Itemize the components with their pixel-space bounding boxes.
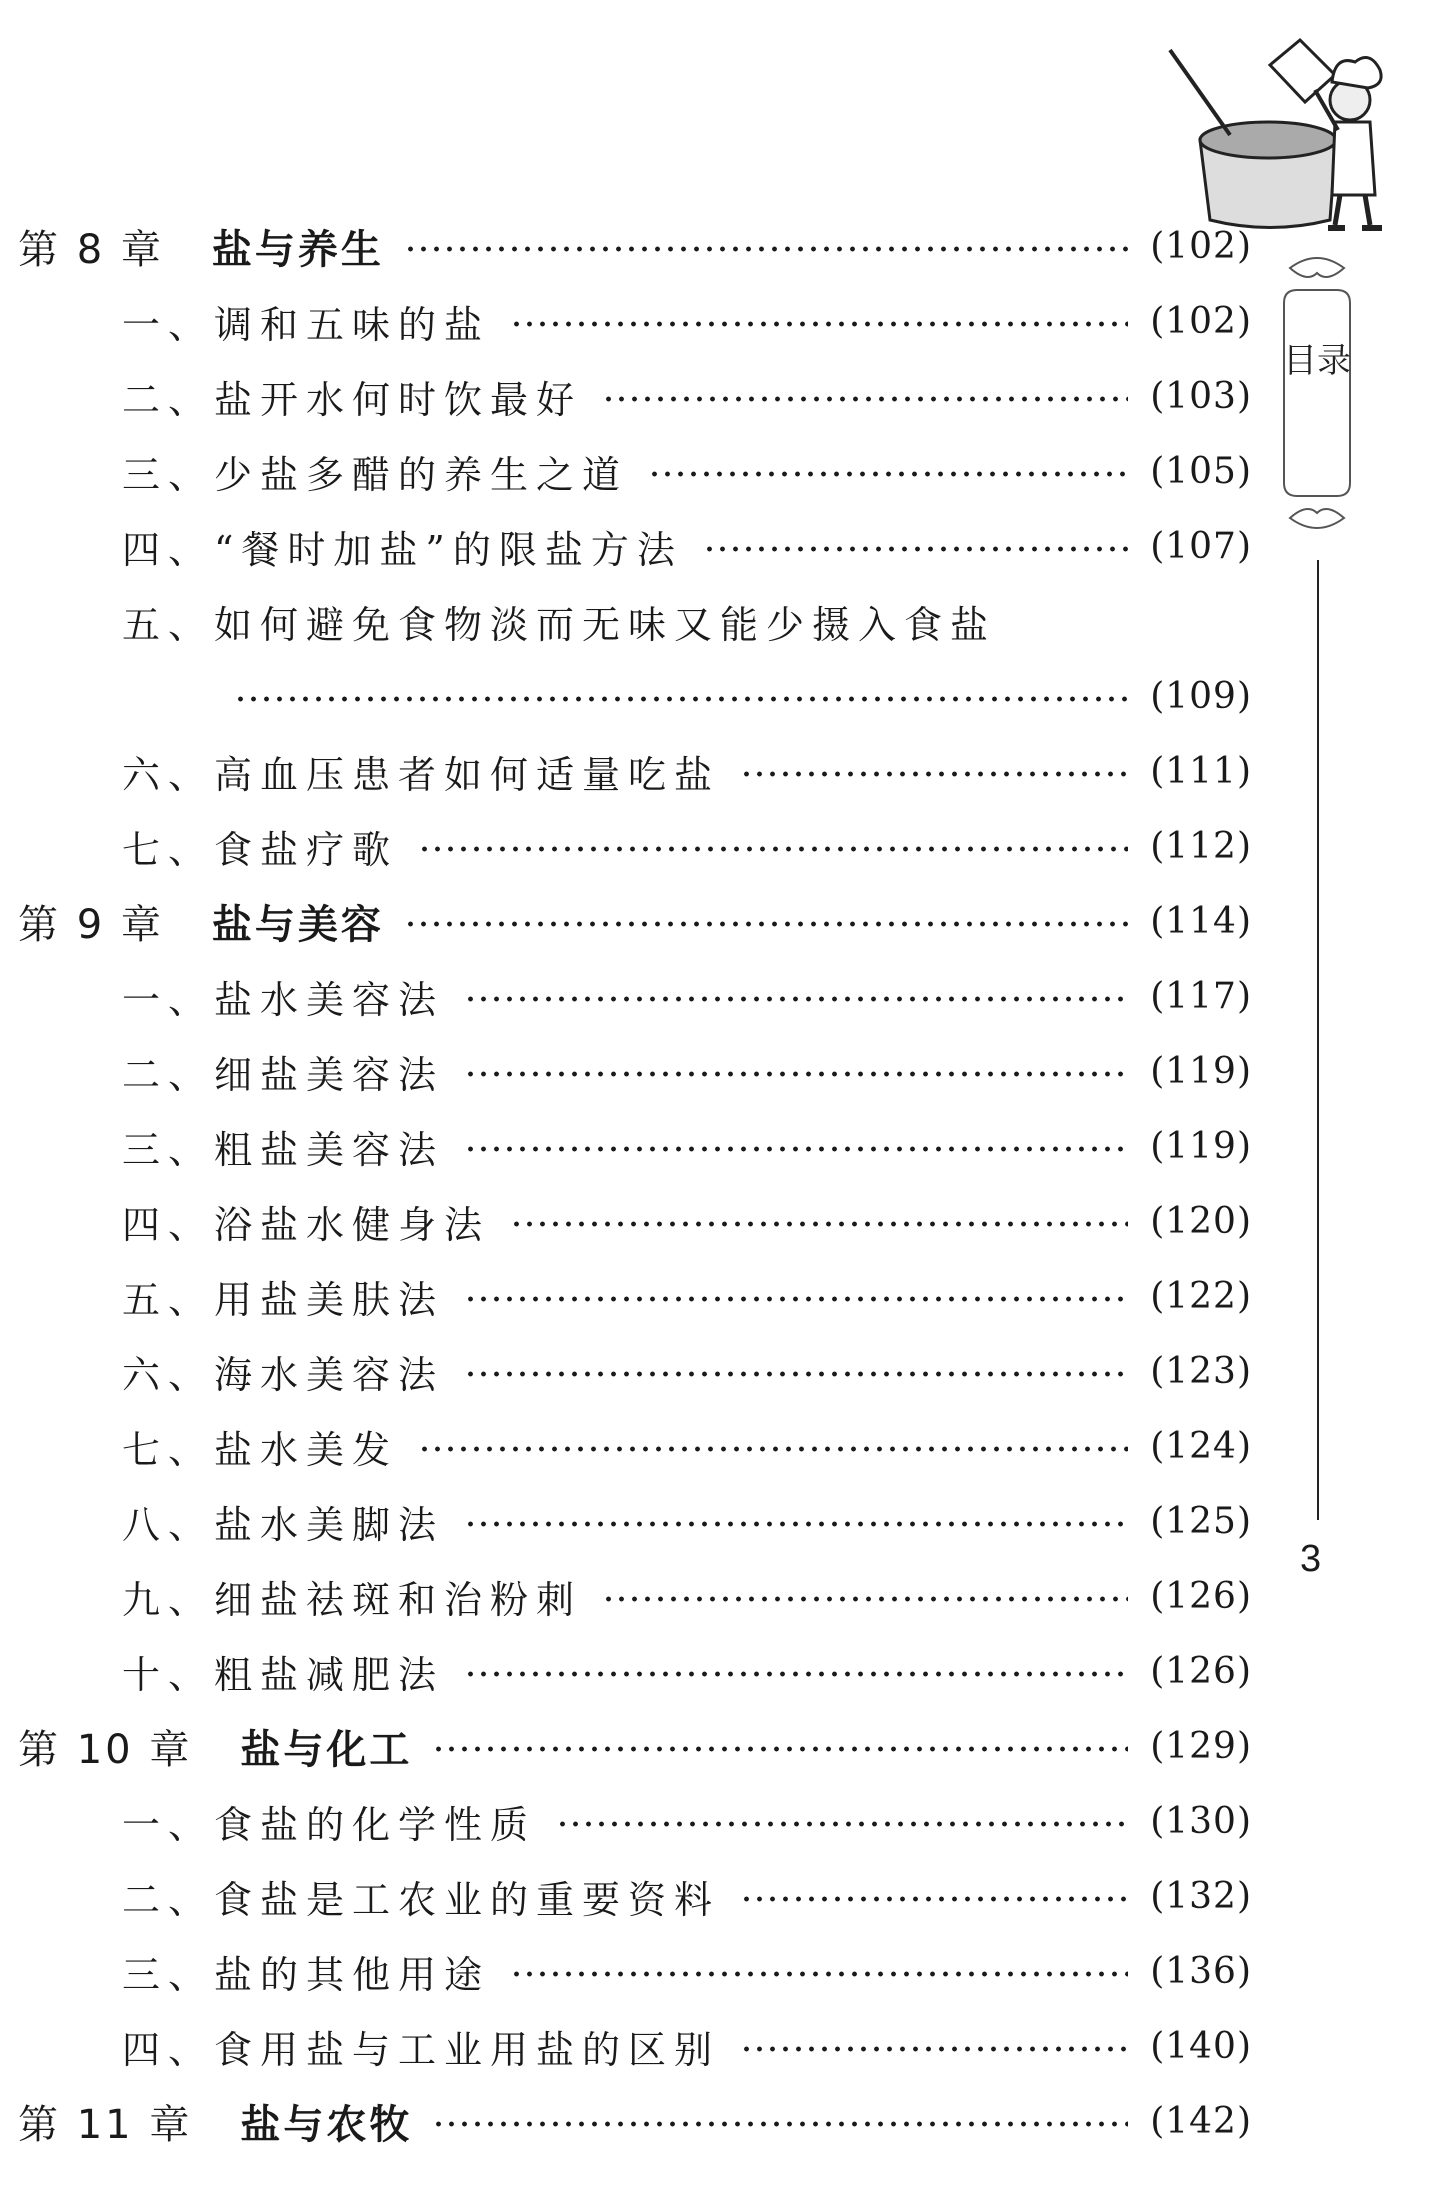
toc-entry-page: (107)	[1150, 525, 1252, 567]
toc-entry[interactable]	[122, 1041, 1252, 1101]
dot-leader	[418, 1446, 1128, 1452]
toc-entry[interactable]	[122, 741, 1252, 801]
toc-entry[interactable]	[122, 2016, 1252, 2076]
toc-entry-page: (126)	[1150, 1575, 1252, 1617]
toc-entry-page: (126)	[1150, 1650, 1252, 1692]
dot-leader	[740, 2046, 1128, 2052]
dot-leader	[602, 1596, 1128, 1602]
dot-leader	[234, 696, 1128, 702]
toc-side-tab	[1272, 248, 1362, 538]
toc-entry-title: 一、调和五味的盐	[122, 302, 491, 347]
toc-entry-title: 六、高血压患者如何适量吃盐	[122, 752, 721, 797]
toc-entry-page: (140)	[1150, 2025, 1252, 2067]
dot-leader	[648, 471, 1128, 477]
dot-leader	[464, 1146, 1128, 1152]
chapter-number: 第 10 章	[18, 1726, 193, 1773]
toc-entry-page: (132)	[1150, 1875, 1252, 1917]
toc-entry-page: (111)	[1150, 750, 1252, 792]
side-tab-label: 目录	[1283, 341, 1351, 381]
toc-entry-page: (114)	[1150, 900, 1252, 942]
dot-leader	[510, 321, 1128, 327]
toc-entry[interactable]	[122, 291, 1252, 351]
toc-entry[interactable]	[122, 591, 1252, 651]
toc-entry-page: (103)	[1150, 375, 1252, 417]
dot-leader	[602, 396, 1128, 402]
toc-entry-page: (102)	[1150, 225, 1252, 267]
toc-entry[interactable]	[122, 1491, 1252, 1551]
toc-entry-page: (122)	[1150, 1275, 1252, 1317]
toc-entry-title: 四、浴盐水健身法	[122, 1202, 491, 1247]
toc-entry-page: (124)	[1150, 1425, 1252, 1467]
toc-entry-page: (102)	[1150, 300, 1252, 342]
toc-entry[interactable]	[122, 1866, 1252, 1926]
toc-entry-page: (117)	[1150, 975, 1252, 1017]
toc-entry-title: 七、食盐疗歌	[122, 827, 399, 872]
toc-entry[interactable]	[122, 966, 1252, 1026]
dot-leader	[464, 1521, 1128, 1527]
chapter-title: 盐与化工	[240, 1726, 413, 1773]
dot-leader	[556, 1821, 1128, 1827]
dot-leader	[432, 2121, 1128, 2127]
toc-entry-title: 三、少盐多醋的养生之道	[122, 452, 629, 497]
toc-entry[interactable]	[122, 516, 1252, 576]
dot-leader	[740, 771, 1128, 777]
toc-entry-title: 二、食盐是工农业的重要资料	[122, 1877, 721, 1922]
toc-entry-continuation[interactable]	[234, 666, 1252, 726]
toc-entry[interactable]	[122, 1566, 1252, 1626]
toc-entry-page: (136)	[1150, 1950, 1252, 1992]
dot-leader	[464, 1296, 1128, 1302]
toc-entry[interactable]	[122, 1341, 1252, 1401]
toc-entry-title: 四、食用盐与工业用盐的区别	[122, 2027, 721, 2072]
toc-entry-title: 七、盐水美发	[122, 1427, 399, 1472]
toc-entry-page: (112)	[1150, 825, 1252, 867]
toc-entry[interactable]	[122, 1116, 1252, 1176]
toc-entry[interactable]	[122, 366, 1252, 426]
toc-entry-title: 一、盐水美容法	[122, 977, 445, 1022]
toc-entry[interactable]	[122, 1791, 1252, 1851]
toc-entry-title: 十、粗盐减肥法	[122, 1652, 445, 1697]
toc-entry-title: 二、细盐美容法	[122, 1052, 445, 1097]
toc-entry-page: (123)	[1150, 1350, 1252, 1392]
toc-entry-title: 九、细盐祛斑和治粉刺	[122, 1577, 583, 1622]
toc-entry[interactable]	[122, 441, 1252, 501]
toc-entry-page: (119)	[1150, 1125, 1252, 1167]
toc-chapter[interactable]	[18, 216, 1252, 276]
toc-entry-title: 二、盐开水何时饮最好	[122, 377, 583, 422]
chapter-number: 第 8 章	[18, 226, 164, 273]
chapter-title: 盐与美容	[211, 901, 384, 948]
toc-entry-page: (119)	[1150, 1050, 1252, 1092]
chapter-number: 第 11 章	[18, 2101, 193, 2148]
page-number: 3	[1300, 1538, 1322, 1580]
toc-entry-title: 三、盐的其他用途	[122, 1952, 491, 1997]
toc-entry-page: (105)	[1150, 450, 1252, 492]
toc-entry-title: 三、粗盐美容法	[122, 1127, 445, 1172]
toc-chapter[interactable]	[18, 2091, 1252, 2151]
toc-entry-page: (125)	[1150, 1500, 1252, 1542]
toc-entry[interactable]	[122, 1191, 1252, 1251]
dot-leader	[510, 1971, 1128, 1977]
dot-leader	[418, 846, 1128, 852]
toc-entry-page: (142)	[1150, 2100, 1252, 2142]
dot-leader	[740, 1896, 1128, 1902]
dot-leader	[703, 546, 1128, 552]
toc-entry-title: 八、盐水美脚法	[122, 1502, 445, 1547]
toc-entry-title: 五、用盐美肤法	[122, 1277, 445, 1322]
dot-leader	[510, 1221, 1128, 1227]
dot-leader	[404, 246, 1128, 252]
toc-entry-page: (109)	[1150, 675, 1252, 717]
toc-entry[interactable]	[122, 1416, 1252, 1476]
chapter-title: 盐与养生	[211, 226, 384, 273]
dot-leader	[432, 1746, 1128, 1752]
toc-entry[interactable]	[122, 1641, 1252, 1701]
dot-leader	[464, 1371, 1128, 1377]
dot-leader	[464, 1671, 1128, 1677]
toc-entry-page: (120)	[1150, 1200, 1252, 1242]
toc-entry[interactable]	[122, 1941, 1252, 2001]
toc-entry-page: (130)	[1150, 1800, 1252, 1842]
chapter-title: 盐与农牧	[240, 2101, 413, 2148]
toc-entry-title: 五、如何避免食物淡而无味又能少摄入食盐	[122, 602, 997, 647]
dot-leader	[464, 996, 1128, 1002]
dot-leader	[404, 921, 1128, 927]
toc-entry[interactable]	[122, 1266, 1252, 1326]
toc-entry-title: 一、食盐的化学性质	[122, 1802, 537, 1847]
dot-leader	[464, 1071, 1128, 1077]
vertical-rule	[1317, 560, 1319, 1520]
toc-entry[interactable]	[122, 816, 1252, 876]
toc-chapter[interactable]	[18, 1716, 1252, 1776]
ornament-frame	[1272, 248, 1362, 538]
toc-chapter[interactable]	[18, 891, 1252, 951]
toc-entry-title: 四、“餐时加盐”的限盐方法	[122, 527, 683, 572]
chapter-number: 第 9 章	[18, 901, 164, 948]
toc-entry-title: 六、海水美容法	[122, 1352, 445, 1397]
toc-entry-page: (129)	[1150, 1725, 1252, 1767]
